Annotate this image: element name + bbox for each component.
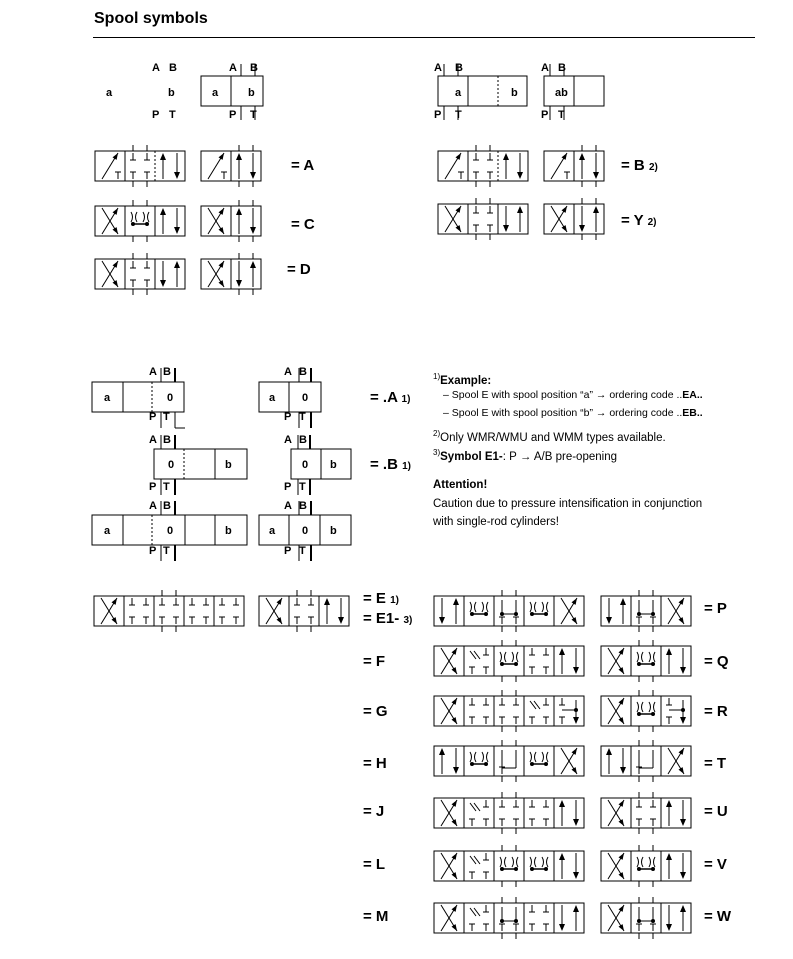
spool-symbol-d-3pos [94,253,188,295]
spool-label-f: = F [363,653,386,670]
position-a-label: a [104,525,111,537]
port-a-label: A [284,434,292,446]
spool-label-p: = P [704,600,727,617]
port-p-label: P [229,109,237,121]
port-t-label: T [163,545,170,557]
spool-symbol-p-3pos [600,590,694,632]
port-b-label: B [299,500,307,512]
spool-label-q: = Q [704,653,729,670]
port-t-label: T [163,411,170,423]
port-a-label: A [149,434,157,446]
spool-label-b: = B 2) [621,157,658,174]
spool-label-e: = E 1) [363,590,400,607]
spool-symbol-u-5pos [433,792,589,834]
spool-symbol-p-5pos [433,590,589,632]
spool-symbol-q-5pos [433,640,589,682]
port-p-label: P [434,109,442,121]
port-p-label: P [284,481,292,493]
spool-symbol-u-3pos [600,792,694,834]
position-zero-label: 0 [168,459,175,471]
spool-symbol-v-3pos [600,845,694,887]
position-ab-label: ab [555,87,568,99]
port-b-label: B [299,434,307,446]
position-b-label: b [248,87,255,99]
port-a-label: A [152,62,160,74]
spool-symbol-t-5pos [433,740,589,782]
port-t-label: T [169,109,176,121]
port-t-label: T [299,545,306,557]
spool-label-e1: = E1- 3) [363,610,413,627]
spool-symbol-a-3pos [94,145,188,187]
position-zero-label: 0 [302,525,309,537]
position-zero-label: 0 [167,392,174,404]
port-b-label: B [163,500,171,512]
port-p-label: P [149,481,157,493]
port-a-label: A [284,500,292,512]
attention-line-2: with single-rod cylinders! [433,516,559,528]
port-t-label: T [299,481,306,493]
spool-symbol-y-2pos [543,198,609,240]
spool-label-d: = D [287,261,311,278]
port-a-label: A [284,366,292,378]
spool-label-h: = H [363,755,387,772]
note-1-heading: $^{1)}$Example: [433,372,492,387]
port-b-label: B [455,62,463,74]
spool-symbol-q-3pos [600,640,694,682]
spool-symbol-w-3pos [600,897,694,939]
position-a-label: a [212,87,219,99]
page-title: Spool symbols [94,10,208,27]
spool-symbol-t-3pos [600,740,694,782]
spool-label-w: = W [704,908,732,925]
spool-symbol-e-3pos [258,590,354,632]
spool-label-r: = R [704,703,728,720]
port-t-label: T [163,481,170,493]
port-a-label: A [229,62,237,74]
spool-label-c: = C [291,216,315,233]
spool-symbol-w-5pos [433,897,589,939]
port-a-label: A [541,62,549,74]
spool-symbol-r-3pos [600,690,694,732]
port-t-label: T [299,411,306,423]
attention-title: Attention! [433,479,488,491]
port-b-label: B [163,434,171,446]
port-a-label: A [149,500,157,512]
port-a-label: A [149,366,157,378]
port-p-label: P [149,411,157,423]
position-b-label: b [225,459,232,471]
port-b-label: B [299,366,307,378]
port-b-label: B [169,62,177,74]
position-b-label: b [330,525,337,537]
port-p-label: P [284,411,292,423]
position-b-label: b [511,87,518,99]
port-t-label: T [455,109,462,121]
position-b-label: b [330,459,337,471]
port-b-label: B [558,62,566,74]
port-p-label: P [149,545,157,557]
position-zero-label: 0 [302,392,309,404]
spool-label-l: = L [363,856,386,873]
port-b-label: B [250,62,258,74]
spool-symbol-e-5pos [93,590,249,632]
position-zero-label: 0 [167,525,174,537]
spool-symbol-b-3pos [437,145,531,187]
position-zero-label: 0 [302,459,309,471]
spool-label-a: = A [291,157,315,174]
spool-symbol-c-3pos [94,200,188,242]
position-a-label: a [269,525,276,537]
port-p-label: P [284,545,292,557]
spool-symbol-y-3pos [437,198,531,240]
note-2: $^{2)}$Only WMR/WMU and WMM types available. [433,429,666,444]
spool-symbol-d-2pos [200,253,266,295]
spool-label-v: = V [704,856,727,873]
port-p-label: P [541,109,549,121]
position-a-label: a [269,392,276,404]
spool-label-dot-a: = .A 1) [370,389,411,406]
port-a-label: A [434,62,442,74]
note-1-line-2: – Spool E with spool position “b” → ordering code ..EB.. [443,407,703,419]
spool-symbol-a-2pos [200,145,266,187]
note-3: $^{3)}$Symbol E1-: P → A/B pre-opening [433,448,617,463]
port-t-label: T [558,109,565,121]
position-a-label: a [104,392,111,404]
spool-label-j: = J [363,803,385,820]
spool-label-y: = Y 2) [621,212,657,229]
spool-label-dot-b: = .B 1) [370,456,412,473]
port-p-label: P [152,109,160,121]
position-a-label: a [455,87,462,99]
position-a-label: a [106,87,113,99]
spool-label-t: = T [704,755,727,772]
spool-symbol-r-5pos [433,690,589,732]
spool-label-m: = M [363,908,389,925]
position-b-label: b [225,525,232,537]
position-b-label: b [168,87,175,99]
spool-label-u: = U [704,803,728,820]
valve-frame-2pos [543,60,607,124]
spool-symbol-v-5pos [433,845,589,887]
port-t-label: T [250,109,257,121]
note-1-line-1: – Spool E with spool position “a” → ordering code ..EA.. [443,389,703,401]
title-rule [93,37,755,38]
port-b-label: B [163,366,171,378]
spool-label-g: = G [363,703,388,720]
spool-symbol-b-2pos [543,145,609,187]
spool-symbol-c-2pos [200,200,266,242]
attention-line-1: Caution due to pressure intensification in conjunction [433,498,703,510]
